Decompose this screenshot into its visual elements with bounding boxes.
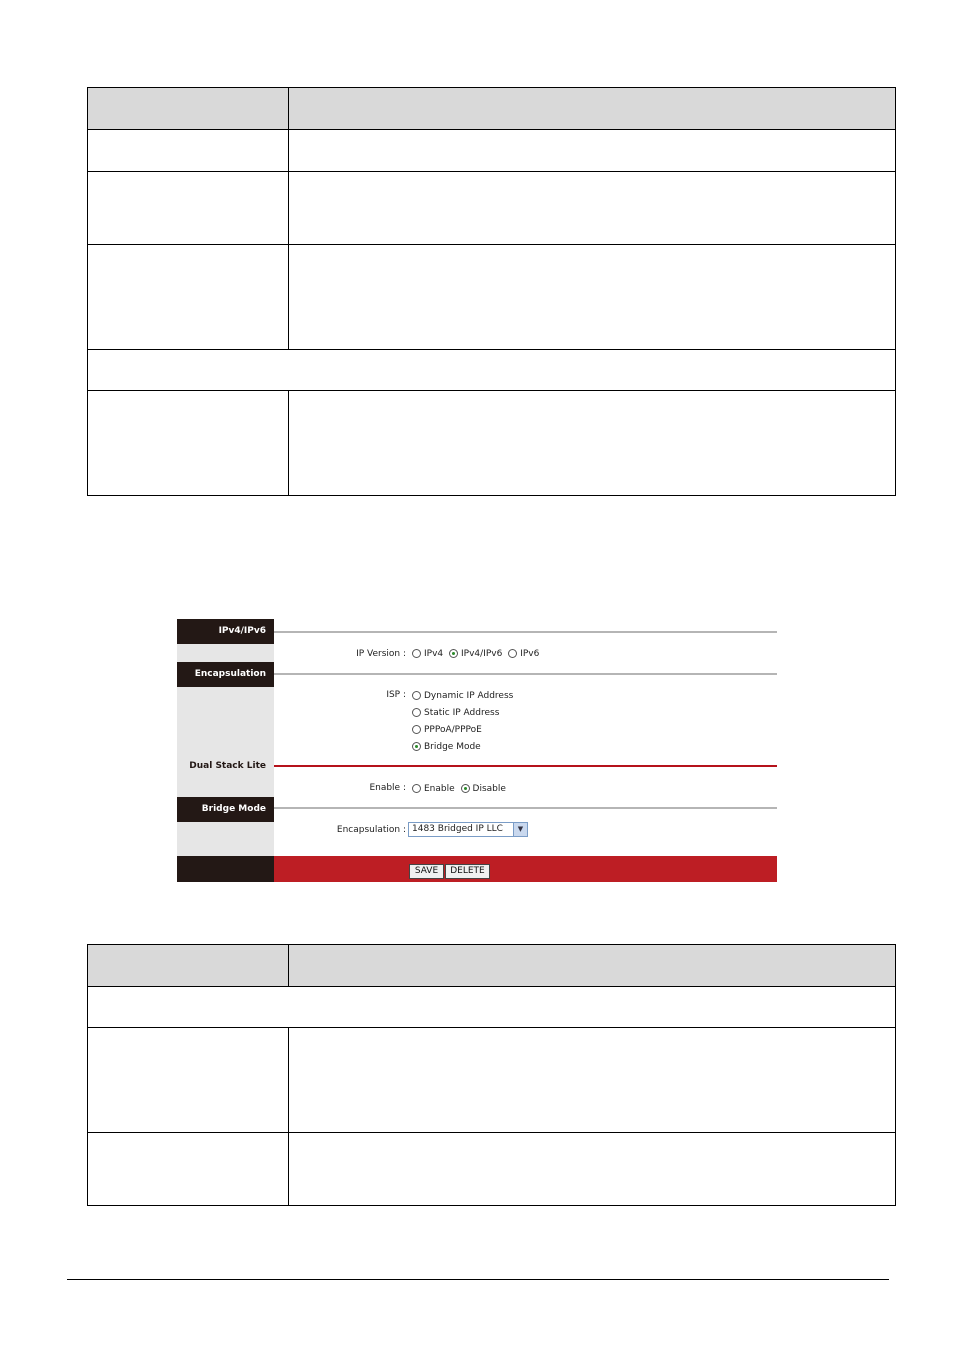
router-config-screenshot xyxy=(177,619,777,882)
table-cell xyxy=(289,245,896,350)
table-row xyxy=(88,130,896,172)
table-header-cell xyxy=(88,88,289,130)
radio-ipv4-ipv6[interactable] xyxy=(449,647,502,661)
radio-off-icon xyxy=(412,725,421,734)
radio-label: IPv6 xyxy=(520,649,540,659)
sidebar xyxy=(177,619,274,882)
table-cell xyxy=(289,1028,896,1133)
section-label-encapsulation: Encapsulation xyxy=(177,662,274,687)
radio-off-icon xyxy=(412,691,421,700)
table-cell xyxy=(88,350,896,391)
table-cell xyxy=(88,391,289,496)
ip-version-label: IP Version : xyxy=(356,649,406,659)
ip-version-options xyxy=(412,647,542,661)
table-row xyxy=(88,1133,896,1206)
table-header-cell xyxy=(289,945,896,987)
table-section-row xyxy=(88,987,896,1028)
radio-label: Static IP Address xyxy=(424,708,500,718)
radio-label: Enable xyxy=(424,784,455,794)
table-cell xyxy=(88,130,289,172)
table-cell xyxy=(88,1133,289,1206)
section-divider-red xyxy=(274,765,777,767)
radio-on-icon xyxy=(412,742,421,751)
radio-ipv6[interactable] xyxy=(508,647,539,661)
delete-button[interactable]: DELETE xyxy=(445,864,490,879)
table-header-row xyxy=(88,945,896,987)
dslite-enable-row xyxy=(277,781,406,795)
isp-row xyxy=(277,688,406,702)
table-row xyxy=(88,1028,896,1133)
bridge-encapsulation-label: Encapsulation : xyxy=(336,825,406,835)
table-cell xyxy=(289,1133,896,1206)
radio-dynamic-ip[interactable] xyxy=(412,689,513,703)
table-cell xyxy=(88,245,289,350)
radio-static-ip[interactable] xyxy=(412,706,499,720)
table-row xyxy=(88,245,896,350)
section-divider xyxy=(274,631,777,633)
radio-off-icon xyxy=(412,784,421,793)
radio-bridge-mode[interactable] xyxy=(412,740,481,754)
section-divider xyxy=(274,673,777,675)
table-header-row xyxy=(88,88,896,130)
encapsulation-select[interactable] xyxy=(408,822,528,837)
radio-ipv4[interactable] xyxy=(412,647,443,661)
radio-label: IPv4/IPv6 xyxy=(461,649,503,659)
radio-on-icon xyxy=(449,649,458,658)
section-divider xyxy=(274,807,777,809)
section-label-bridge-mode: Bridge Mode xyxy=(177,797,274,822)
radio-label: Bridge Mode xyxy=(424,742,481,752)
bridge-encapsulation-row xyxy=(277,823,406,837)
radio-label: Disable xyxy=(472,784,506,794)
footer-rule xyxy=(67,1279,889,1280)
radio-disable[interactable] xyxy=(461,782,506,796)
table-cell xyxy=(289,172,896,245)
radio-pppoa-pppoe[interactable] xyxy=(412,723,482,737)
table-row xyxy=(88,391,896,496)
radio-off-icon xyxy=(412,708,421,717)
ip-version-row xyxy=(277,647,406,661)
radio-label: PPPoA/PPPoE xyxy=(424,725,482,735)
footer-left xyxy=(177,856,274,882)
footer-bar xyxy=(274,856,777,882)
save-button[interactable]: SAVE xyxy=(409,864,444,879)
section-label-ipv4-ipv6: IPv4/IPv6 xyxy=(177,619,274,644)
section-label-dual-stack-lite: Dual Stack Lite xyxy=(189,761,266,771)
table-row xyxy=(88,172,896,245)
table-cell xyxy=(88,987,896,1028)
parameter-table-top xyxy=(87,87,896,496)
radio-label: Dynamic IP Address xyxy=(424,691,514,701)
table-header-cell xyxy=(289,88,896,130)
select-value: 1483 Bridged IP LLC xyxy=(412,824,503,834)
table-section-row xyxy=(88,350,896,391)
radio-on-icon xyxy=(461,784,470,793)
radio-off-icon xyxy=(508,649,517,658)
table-cell xyxy=(88,172,289,245)
chevron-down-icon[interactable]: ▼ xyxy=(513,823,527,836)
parameter-table-bottom xyxy=(87,944,896,1206)
radio-label: IPv4 xyxy=(424,649,444,659)
table-cell xyxy=(289,391,896,496)
table-cell xyxy=(88,1028,289,1133)
radio-enable[interactable] xyxy=(412,782,455,796)
radio-off-icon xyxy=(412,649,421,658)
table-header-cell xyxy=(88,945,289,987)
table-cell xyxy=(289,130,896,172)
dslite-enable-label: Enable : xyxy=(369,783,406,793)
dslite-options xyxy=(412,782,509,796)
isp-label: ISP : xyxy=(386,690,406,700)
